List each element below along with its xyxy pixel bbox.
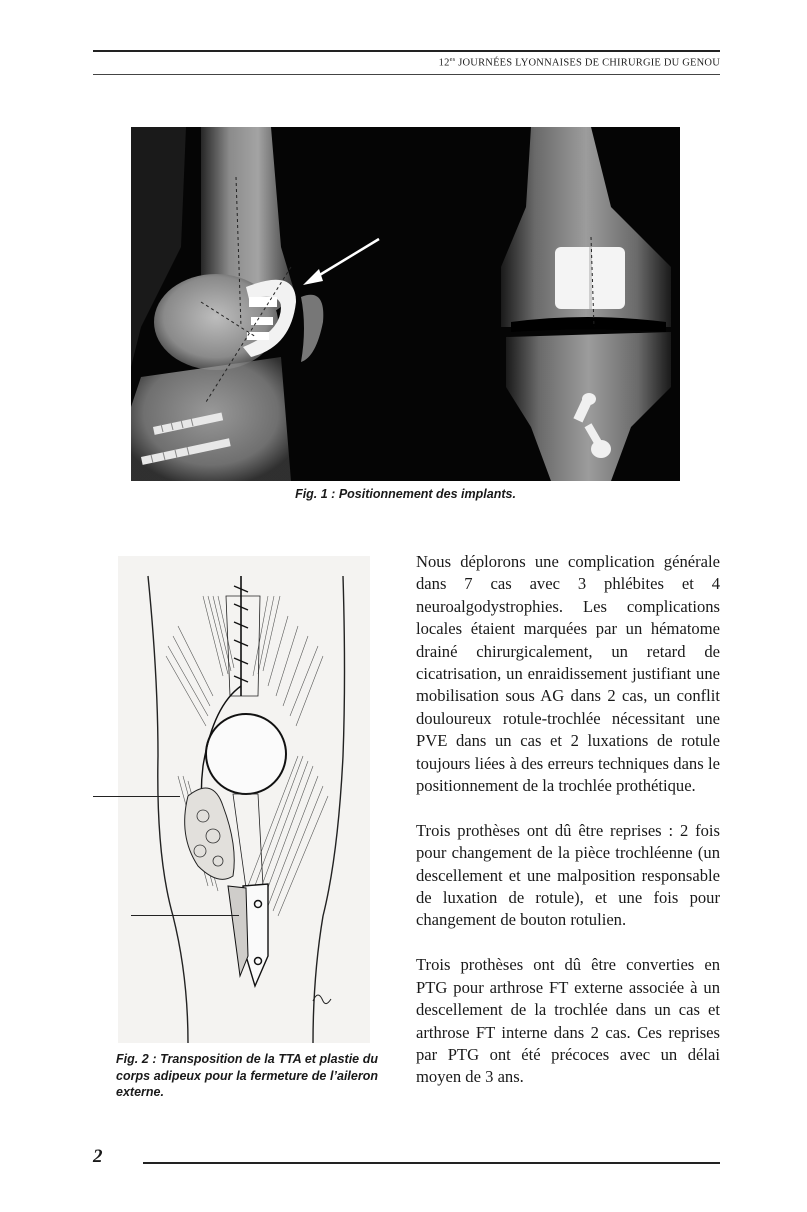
body-paragraph-2: Trois prothèses ont dû être reprises : 2 fois pour changement de la pièce trochléenne (un descellement et une malposition responsable de luxation de rotule), et une fois pour changement de bouton rotulien. (416, 820, 720, 930)
page-number: 2 (93, 1146, 103, 1167)
figure-1-caption: Fig. 1 : Positionnement des implants. (295, 487, 516, 501)
figure-2-caption: Fig. 2 : Transposition de la TTA et plastie du corps adipeux pour la fermeture de l’aileron externe. (116, 1052, 378, 1099)
header-rule-bottom (93, 74, 720, 75)
header-rule-top (93, 50, 720, 52)
figure-2-drawing (118, 556, 370, 1043)
xray-image (131, 127, 680, 481)
body-paragraph-1: Nous déplorons une complication générale dans 7 cas avec 3 phlébites et 4 neuroalgodystrophies. Les complications locales étaient marquées par un hématome drainé chirurgicalement, un retard de cicatrisation, un enraidissement justifiant une mobilisation sous AG dans 2 cas, un conflit douloureux rotule-trochlée nécessitant une PVE dans un cas et 2 luxations de rotule toujours liées à des erreurs techniques dans le positionnement de la trochlée prothétique. (416, 552, 720, 796)
figure-2-leader-line-upper (93, 796, 180, 797)
figure-1-xray (131, 127, 680, 481)
running-title-number: 12 (438, 57, 450, 69)
body-paragraph-3: Trois prothèses ont dû être converties en PTG pour arthrose FT externe associée à un descellement de la trochlée dans un cas et arthrose FT interne dans 2 cas. Ces reprises par PTG ont été précoces avec un délai moyen de 3 ans. (416, 955, 720, 1087)
running-title-superscript: es (449, 56, 456, 63)
running-title-text: JOURNÉES LYONNAISES DE CHIRURGIE DU GENOU (455, 57, 720, 69)
figure-2-leader-line-lower (131, 915, 239, 916)
footer-rule (143, 1162, 720, 1164)
running-title (439, 56, 720, 69)
surgical-illustration (118, 556, 370, 1043)
body-text-column (416, 551, 720, 1111)
